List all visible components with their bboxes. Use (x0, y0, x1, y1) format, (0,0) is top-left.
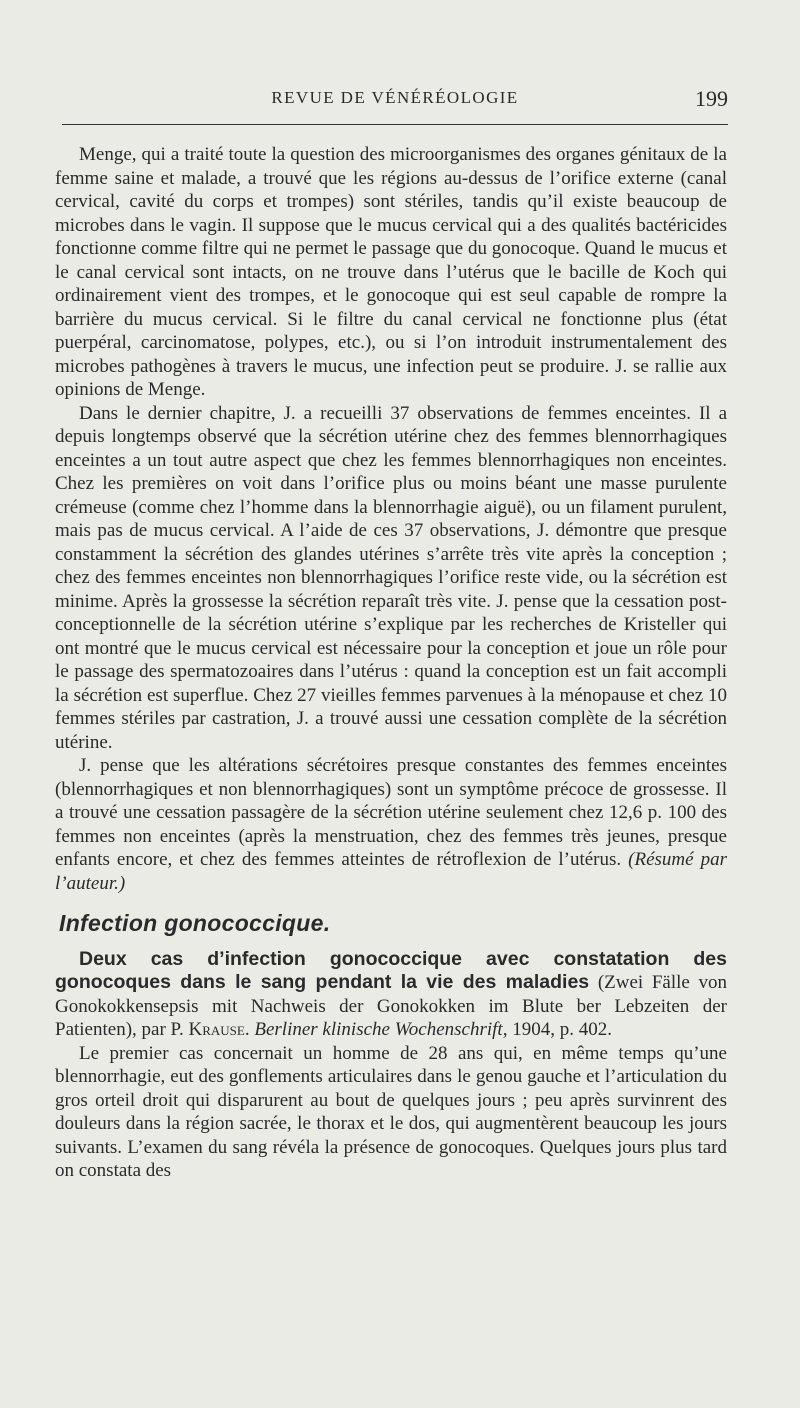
header-rule (62, 124, 728, 125)
article-author: P. Krause. (170, 1019, 250, 1040)
summary-credit: (Résumé par l’auteur.) (55, 849, 728, 894)
article-reference (55, 948, 727, 1042)
page-number: 199 (695, 86, 728, 111)
page-body (55, 143, 727, 1183)
page-header (62, 86, 728, 112)
section-heading: Infection gonococcique. (59, 910, 331, 936)
paragraph (55, 754, 727, 895)
journal-name: Berliner klinische Wochenschrift, (254, 1019, 508, 1040)
paragraph: Dans le dernier chapitre, J. a recueilli 37 observations de femmes enceintes. Il a depuis longtemps observé que la sécrétion utérine chez des femmes blennorrhagiques enceintes a un tout autre aspect que chez les femmes blennorrhagiques non enceintes. Chez les premières on voit dans l’orifice plus ou moins béant une masse purulente crémeuse (comme chez l’homme dans la blennorrhagie aiguë), ou un filament purulent, mais pas de mucus cervical. A l’aide de ces 37 observations, J. démontre que presque constamment la sécrétion des glandes utérines s’arrête très vite après la conception ; chez des femmes enceintes non blennorrhagiques l’orifice reste vide, ou la sécrétion est minime. Après la grossesse la sécrétion reparaît très vite. J. pense que la cessation post-conceptionnelle de la sécrétion utérine s’explique par les recherches de Kristeller qui ont montré que le mucus cervical est nécessaire pour la conception et joue un rôle pour le passage des spermatozoaires dans l’utérus : quand la conception est un fait accompli la sécrétion est superflue. Chez 27 vieilles femmes parvenues à la ménopause et chez 10 femmes stériles par castration, J. a trouvé aussi une cessation complète de la sécrétion utérine. (55, 402, 727, 753)
paragraph-text: J. pense que les altérations sécrétoires presque constantes des femmes enceintes (blennorrhagiques et non blennorrhagiques) sont un symptôme précoce de grossesse. Il a trouvé une cessation passagère de la sécrétion utérine seulement chez 12,6 p. 100 des femmes non enceintes (après la menstruation, chez des femmes très jeunes, presque enfants encore, et chez des femmes atteintes de rétroflexion de l’utérus. (55, 755, 727, 870)
article-title: Deux cas d’infection gonococcique avec constatation des gonocoques dans le sang pendant la vie des maladies (55, 947, 727, 993)
paragraph: Le premier cas concernait un homme de 28 ans qui, en même temps qu’une blennorrhagie, eut des gonflements articulaires dans le genou gauche et l’articulation du gros orteil droit qui disparurent au bout de quelques jours ; peu après survinrent des douleurs dans la région sacrée, le thorax et le dos, qui augmentèrent beaucoup les jours suivants. L’examen du sang révéla la présence de gonocoques. Quelques jours plus tard on constata des (55, 1042, 727, 1181)
running-title: REVUE DE VÉNÉRÉOLOGIE (271, 88, 519, 107)
paragraph: Menge, qui a traité toute la question des microorganismes des organes génitaux de la femme saine et malade, a trouvé que les régions au-dessus de l’orifice externe (canal cervical, cavité du corps et trompes) sont stériles, tandis qu’il existe beaucoup de microbes dans le vagin. Il suppose que le mucus cervical qui a des qualités bactéricides fonctionne comme filtre qui ne permet le passage que du gonocoque. Quand le mucus et le canal cervical sont intacts, on ne trouve dans l’utérus que le bacille de Koch qui ordinairement vient des trompes, et le gonocoque qui est seul capable de rompre la barrière du mucus cervical. Si le filtre du canal cervical ne fonctionne plus (état puerpéral, carcinomatose, polypes, etc.), ou si l’on introduit instrumentalement des microbes pathogènes à travers le mucus, une infection peut se produire. J. se rallie aux opinions de Menge. (55, 144, 727, 400)
original-title: (Zwei Fälle von Gonokokkensepsis mit Nachweis der Gonokokken im Blute ber Lebzeiten der Patienten), par (55, 972, 728, 1040)
citation: 1904, p. 402. (512, 1019, 612, 1040)
